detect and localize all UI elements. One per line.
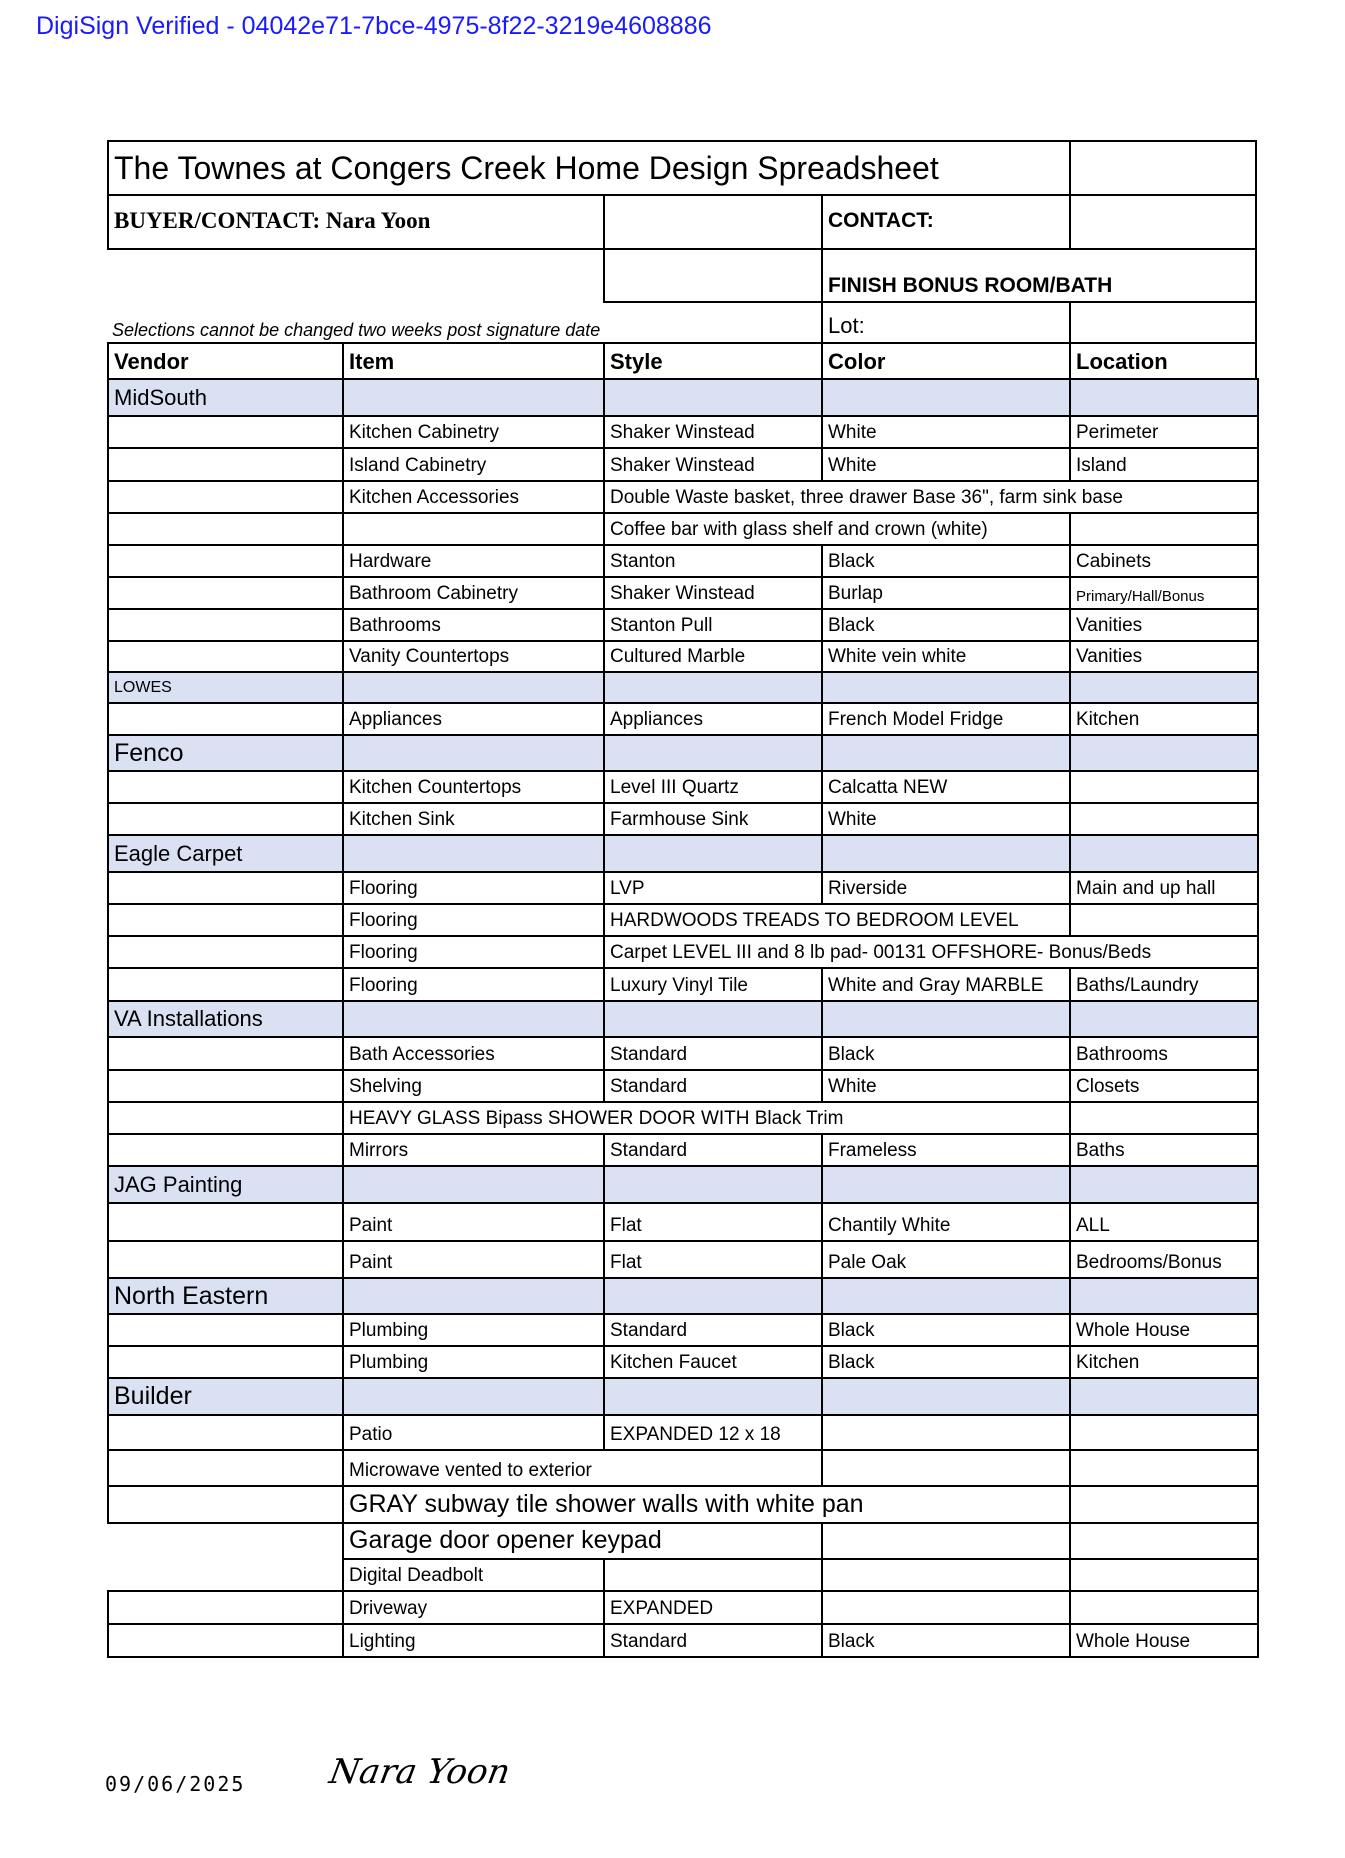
- cell-item: Hardware: [342, 544, 605, 578]
- column-header-vendor: Vendor: [107, 342, 344, 380]
- cell-item: Kitchen Sink: [342, 802, 605, 836]
- cell-item: [342, 1000, 605, 1038]
- cell-location: [1069, 1558, 1259, 1592]
- cell-color: Black: [821, 608, 1071, 642]
- cell-vendor: [107, 480, 344, 514]
- cell-style: Level III Quartz: [603, 770, 823, 804]
- cell-location: Baths/Laundry: [1069, 967, 1259, 1002]
- cell-style: Standard: [603, 1313, 823, 1347]
- cell-vendor: [107, 1558, 344, 1592]
- cell-style: Shaker Winstead: [603, 447, 823, 482]
- cell-color: [821, 834, 1071, 873]
- cell-vendor: [107, 1036, 344, 1071]
- vendor-name: LOWES: [107, 671, 344, 704]
- lot-label: Lot:: [821, 301, 1071, 344]
- cell-item: Kitchen Accessories: [342, 480, 605, 514]
- cell-location: [1069, 1414, 1259, 1451]
- cell-style: Farmhouse Sink: [603, 802, 823, 836]
- cell-location: Bedrooms/Bonus: [1069, 1240, 1259, 1279]
- cell-item: Appliances: [342, 702, 605, 736]
- cell-vendor: [107, 1101, 344, 1135]
- cell-location: [1069, 834, 1259, 873]
- cell-style: EXPANDED 12 x 18: [603, 1414, 823, 1451]
- cell-style: [603, 734, 823, 772]
- column-header-style: Style: [603, 342, 823, 380]
- cell-item: [342, 378, 605, 417]
- cell-vendor: [107, 447, 344, 482]
- cell-item: Paint: [342, 1202, 605, 1242]
- column-header-location: Location: [1069, 342, 1257, 380]
- digisign-verified-stamp: DigiSign Verified - 04042e71-7bce-4975-8f22-3219e4608886: [36, 12, 712, 40]
- cell-location: [1069, 802, 1259, 836]
- cell-style: Double Waste basket, three drawer Base 36", farm sink base: [603, 480, 1259, 514]
- cell-vendor: [107, 1590, 344, 1625]
- cell-location: Baths: [1069, 1133, 1259, 1167]
- vendor-name: VA Installations: [107, 1000, 344, 1038]
- cell-vendor: [107, 871, 344, 905]
- cell-location: Whole House: [1069, 1313, 1259, 1347]
- cell-color: [821, 1000, 1071, 1038]
- cell-location: [1069, 770, 1259, 804]
- cell-location: Closets: [1069, 1069, 1259, 1103]
- cell-style: [603, 1165, 823, 1204]
- cell-location: [1069, 1165, 1259, 1204]
- cell-style: Stanton Pull: [603, 608, 823, 642]
- cell-item: GRAY subway tile shower walls with white pan: [342, 1485, 1071, 1524]
- cell-location: [1069, 1277, 1259, 1315]
- cell-item: Bathrooms: [342, 608, 605, 642]
- cell-location: [1069, 1449, 1259, 1487]
- cell-item: Digital Deadbolt: [342, 1558, 605, 1592]
- cell-item: Flooring: [342, 903, 605, 937]
- cell-color: Black: [821, 1345, 1071, 1379]
- vendor-name: JAG Painting: [107, 1165, 344, 1204]
- cell-color: [821, 1449, 1071, 1487]
- handwritten-signature: Nara Yoon: [326, 1752, 514, 1792]
- cell-item: Shelving: [342, 1069, 605, 1103]
- cell-style: HARDWOODS TREADS TO BEDROOM LEVEL: [603, 903, 1071, 937]
- sheet-title: The Townes at Congers Creek Home Design Spreadsheet: [107, 140, 1071, 196]
- cell-style: [603, 1377, 823, 1416]
- cell-item: [342, 671, 605, 704]
- cell-style: EXPANDED: [603, 1590, 823, 1625]
- cell-style: [603, 1000, 823, 1038]
- cell-style: Standard: [603, 1623, 823, 1658]
- cell-color: French Model Fridge: [821, 702, 1071, 736]
- cell-color: White: [821, 415, 1071, 449]
- cell-item: Driveway: [342, 1590, 605, 1625]
- finish-label: FINISH BONUS ROOM/BATH: [821, 248, 1257, 303]
- cell-style: Cultured Marble: [603, 640, 823, 673]
- cell-item: [342, 834, 605, 873]
- cell-vendor: [107, 640, 344, 673]
- cell-location: Primary/Hall/Bonus: [1069, 576, 1259, 610]
- signature-date: 09/06/2025: [105, 1772, 246, 1796]
- cell-color: [821, 1558, 1071, 1592]
- cell-item: [342, 1377, 605, 1416]
- cell-style: Flat: [603, 1202, 823, 1242]
- cell-item: Paint: [342, 1240, 605, 1279]
- cell-color: [821, 671, 1071, 704]
- cell-style: [603, 378, 823, 417]
- selection-note: Selections cannot be changed two weeks post signature date: [112, 320, 601, 340]
- cell-item: Flooring: [342, 967, 605, 1002]
- cell-style: Shaker Winstead: [603, 415, 823, 449]
- cell-vendor: [107, 1202, 344, 1242]
- cell-color: Calcatta NEW: [821, 770, 1071, 804]
- cell-vendor: [107, 770, 344, 804]
- cell-style: Flat: [603, 1240, 823, 1279]
- cell-color: [821, 1414, 1071, 1451]
- cell-item: Plumbing: [342, 1313, 605, 1347]
- cell-location: Bathrooms: [1069, 1036, 1259, 1071]
- cell-color: [821, 1165, 1071, 1204]
- cell-vendor: [107, 935, 344, 969]
- cell-color: Riverside: [821, 871, 1071, 905]
- cell-item: Vanity Countertops: [342, 640, 605, 673]
- vendor-name: Builder: [107, 1377, 344, 1416]
- cell-color: White: [821, 802, 1071, 836]
- cell-location: [1069, 903, 1259, 937]
- cell-vendor: [107, 415, 344, 449]
- cell-location: ALL: [1069, 1202, 1259, 1242]
- cell-vendor: [107, 576, 344, 610]
- cell-color: White vein white: [821, 640, 1071, 673]
- cell-location: [1069, 1485, 1259, 1524]
- vendor-name: North Eastern: [107, 1277, 344, 1315]
- cell-style: Standard: [603, 1133, 823, 1167]
- cell-color: Black: [821, 544, 1071, 578]
- cell-location: [1069, 1000, 1259, 1038]
- cell-style: Coffee bar with glass shelf and crown (white): [603, 512, 1071, 546]
- cell-vendor: [107, 1069, 344, 1103]
- cell-vendor: [107, 702, 344, 736]
- cell-vendor: [107, 1345, 344, 1379]
- cell-item: Lighting: [342, 1623, 605, 1658]
- cell-color: [821, 1277, 1071, 1315]
- cell-style: Shaker Winstead: [603, 576, 823, 610]
- vendor-name: MidSouth: [107, 378, 344, 417]
- cell-location: Whole House: [1069, 1623, 1259, 1658]
- cell-location: Vanities: [1069, 640, 1259, 673]
- title-side-cell: [1069, 140, 1257, 196]
- cell-item: [342, 512, 605, 546]
- cell-color: Frameless: [821, 1133, 1071, 1167]
- vendor-name: Eagle Carpet: [107, 834, 344, 873]
- cell-location: Perimeter: [1069, 415, 1259, 449]
- cell-vendor: [107, 1414, 344, 1451]
- cell-style: Standard: [603, 1069, 823, 1103]
- cell-item: Bath Accessories: [342, 1036, 605, 1071]
- cell-color: White and Gray MARBLE: [821, 967, 1071, 1002]
- cell-item: Garage door opener keypad: [342, 1522, 823, 1560]
- cell-color: Chantily White: [821, 1202, 1071, 1242]
- cell-location: Vanities: [1069, 608, 1259, 642]
- contact-label: CONTACT:: [821, 194, 1071, 250]
- cell-vendor: [107, 802, 344, 836]
- cell-style: Appliances: [603, 702, 823, 736]
- cell-vendor: [107, 1449, 344, 1487]
- cell-style: Standard: [603, 1036, 823, 1071]
- cell-style: [603, 1558, 823, 1592]
- cell-location: [1069, 1101, 1259, 1135]
- column-header-item: Item: [342, 342, 605, 380]
- cell-style: [603, 1277, 823, 1315]
- cell-item: Flooring: [342, 935, 605, 969]
- cell-item: Island Cabinetry: [342, 447, 605, 482]
- cell-vendor: [107, 1485, 344, 1524]
- cell-style: [603, 671, 823, 704]
- cell-vendor: [107, 1240, 344, 1279]
- cell-color: Burlap: [821, 576, 1071, 610]
- cell-location: [1069, 1522, 1259, 1560]
- cell-location: [1069, 734, 1259, 772]
- cell-style: Stanton: [603, 544, 823, 578]
- cell-color: Black: [821, 1313, 1071, 1347]
- cell-style: [603, 834, 823, 873]
- cell-location: [1069, 1590, 1259, 1625]
- cell-color: Black: [821, 1623, 1071, 1658]
- cell-color: White: [821, 1069, 1071, 1103]
- cell-vendor: [107, 544, 344, 578]
- cell-color: [821, 1377, 1071, 1416]
- cell-item: [342, 734, 605, 772]
- cell-color: Pale Oak: [821, 1240, 1071, 1279]
- cell-color: [821, 1522, 1071, 1560]
- buyer-contact: BUYER/CONTACT: Nara Yoon: [107, 194, 605, 250]
- cell-color: Black: [821, 1036, 1071, 1071]
- cell-item: Microwave vented to exterior: [342, 1449, 823, 1487]
- cell-color: White: [821, 447, 1071, 482]
- cell-item: Bathroom Cabinetry: [342, 576, 605, 610]
- cell-item: Mirrors: [342, 1133, 605, 1167]
- cell-location: Main and up hall: [1069, 871, 1259, 905]
- cell-item: Kitchen Countertops: [342, 770, 605, 804]
- cell-location: Kitchen: [1069, 1345, 1259, 1379]
- cell-vendor: [107, 1522, 344, 1560]
- cell-color: [821, 378, 1071, 417]
- cell-item: [342, 1165, 605, 1204]
- cell-color: [821, 1590, 1071, 1625]
- buyer-blank-cell: [603, 194, 823, 250]
- finish-blank-cell: [603, 248, 823, 303]
- cell-item: Kitchen Cabinetry: [342, 415, 605, 449]
- cell-location: Kitchen: [1069, 702, 1259, 736]
- cell-vendor: [107, 1623, 344, 1658]
- cell-vendor: [107, 967, 344, 1002]
- cell-style: Luxury Vinyl Tile: [603, 967, 823, 1002]
- column-header-color: Color: [821, 342, 1071, 380]
- contact-value: [1069, 194, 1257, 250]
- cell-vendor: [107, 1133, 344, 1167]
- cell-location: [1069, 671, 1259, 704]
- cell-color: [821, 734, 1071, 772]
- cell-style: Kitchen Faucet: [603, 1345, 823, 1379]
- lot-value: [1069, 301, 1257, 344]
- cell-location: [1069, 512, 1259, 546]
- cell-item: Patio: [342, 1414, 605, 1451]
- cell-item: Plumbing: [342, 1345, 605, 1379]
- cell-vendor: [107, 608, 344, 642]
- cell-style: LVP: [603, 871, 823, 905]
- cell-item: Flooring: [342, 871, 605, 905]
- cell-item: [342, 1277, 605, 1315]
- cell-location: Island: [1069, 447, 1259, 482]
- cell-vendor: [107, 903, 344, 937]
- cell-vendor: [107, 512, 344, 546]
- cell-style: Carpet LEVEL III and 8 lb pad- 00131 OFFSHORE- Bonus/Beds: [603, 935, 1259, 969]
- cell-vendor: [107, 1313, 344, 1347]
- cell-location: Cabinets: [1069, 544, 1259, 578]
- cell-location: [1069, 378, 1259, 417]
- vendor-name: Fenco: [107, 734, 344, 772]
- cell-item: HEAVY GLASS Bipass SHOWER DOOR WITH Black Trim: [342, 1101, 1071, 1135]
- cell-location: [1069, 1377, 1259, 1416]
